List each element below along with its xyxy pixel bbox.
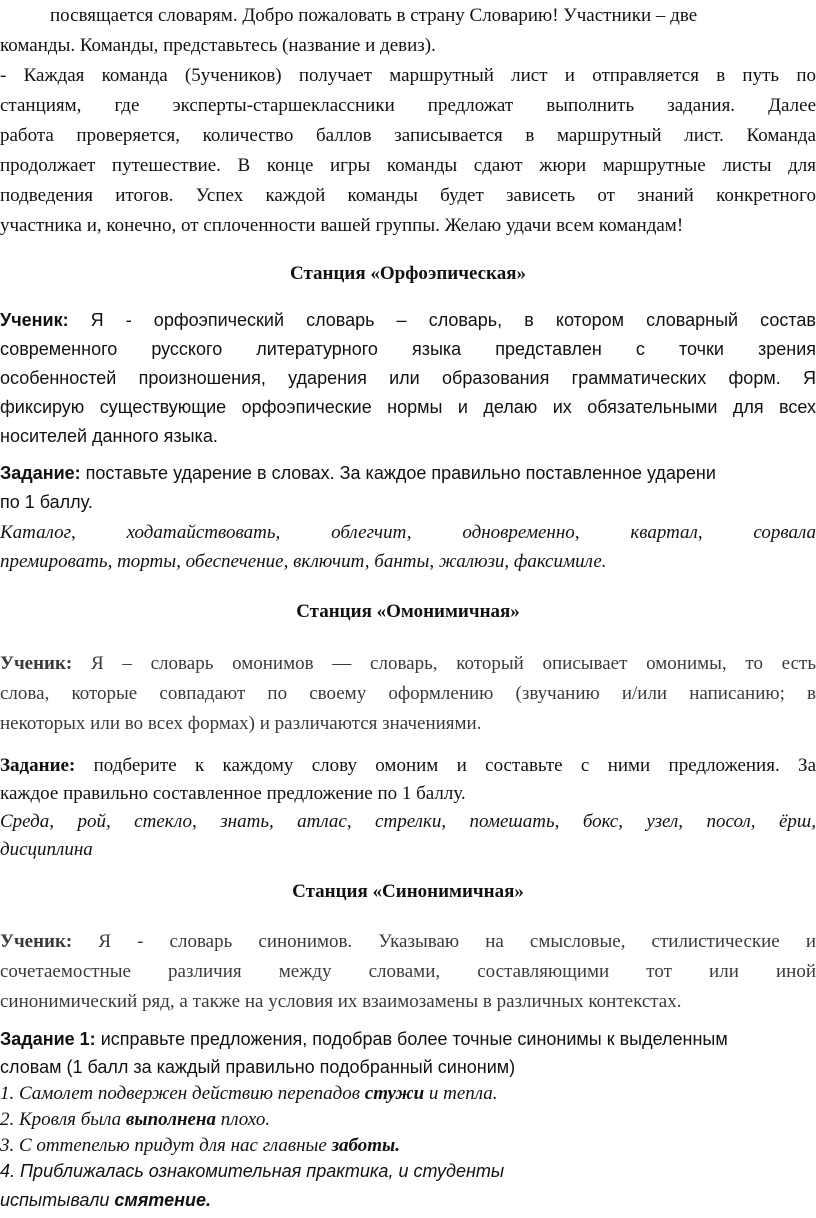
intro-line-1: посвящается словарям. Добро пожаловать в страну Словарию! Участники – две bbox=[50, 5, 698, 26]
task-text: поставьте ударение в словах. За каждое правильно поставленное ударени bbox=[80, 463, 716, 483]
station-homonym-title: Станция «Омонимичная» bbox=[296, 601, 520, 622]
highlighted-word: смятение. bbox=[114, 1190, 211, 1210]
station2-task-line-1 bbox=[0, 752, 816, 779]
station1-student-line-2: современного русского литературного языка представлен с точки зрения bbox=[0, 339, 816, 359]
station1-task-line-1 bbox=[0, 460, 816, 487]
task-label: Задание: bbox=[0, 755, 76, 776]
sentence-text: 2. Кровля была bbox=[0, 1109, 126, 1130]
student-text: Я - словарь синонимов. Указываю на смысловые, стилистические и bbox=[72, 931, 816, 952]
station3-student-line-3: синонимический ряд, а также на условия их взаимозамены в различных контекстах. bbox=[0, 991, 682, 1012]
intro-line-2: команды. Команды, представьтесь (название и девиз). bbox=[0, 35, 436, 56]
station1-words-line-1: Каталог, ходатайствовать, облегчит, одновременно, квартал, сорвала bbox=[0, 522, 816, 543]
student-label: Ученик: bbox=[0, 653, 73, 674]
sentence-text: 3. С оттепелью придут для нас главные bbox=[0, 1135, 332, 1156]
station2-student-line-3: некоторых или во всех формах) и различаются значениями. bbox=[0, 713, 482, 734]
station3-task-line-2: словам (1 балл за каждый правильно подобранный синоним) bbox=[0, 1057, 516, 1077]
station1-words-line-2: премировать, торты, обеспечение, включит, банты, жалюзи, факсимиле. bbox=[0, 551, 607, 572]
station3-sentence-2 bbox=[0, 1106, 816, 1133]
station1-student-line-1 bbox=[0, 307, 816, 334]
station3-student-line-2: сочетаемостные различия между словами, составляющими тот или иной bbox=[0, 961, 816, 982]
intro-line-3: - Каждая команда (5учеников) получает маршрутный лист и отправляется в путь по bbox=[0, 65, 816, 86]
highlighted-word: выполнена bbox=[125, 1109, 216, 1130]
student-label: Ученик: bbox=[0, 310, 69, 330]
sentence-text: плохо. bbox=[215, 1109, 271, 1130]
task-label: Задание 1: bbox=[0, 1029, 96, 1049]
task-label: Задание: bbox=[0, 463, 81, 483]
station3-student-line-1 bbox=[0, 928, 816, 955]
highlighted-word: стужи bbox=[364, 1083, 425, 1104]
sentence-text: испытывали bbox=[0, 1190, 115, 1210]
station3-sentence-3 bbox=[0, 1132, 816, 1159]
station2-student-line-2: слова, которые совпадают по своему оформлению (звучанию и/или написанию; в bbox=[0, 683, 816, 704]
station2-student-line-1 bbox=[0, 650, 816, 677]
student-text: Я – словарь омонимов — словарь, который описывает омонимы, то есть bbox=[72, 653, 816, 674]
intro-line-6: продолжает путешествие. В конце игры команды сдают жюри маршрутные листы для bbox=[0, 155, 816, 176]
task-text: подберите к каждому слову омоним и составьте с ними предложения. За bbox=[75, 755, 816, 776]
intro-line-5: работа проверяется, количество баллов записывается в маршрутный лист. Команда bbox=[0, 125, 816, 146]
sentence-text: и тепла. bbox=[424, 1083, 498, 1104]
sentence-text: 1. Самолет подвержен действию перепадов bbox=[0, 1083, 365, 1104]
highlighted-word: заботы. bbox=[331, 1135, 400, 1156]
station3-sentence-4: 4. Приближалась ознакомительная практика, и студенты bbox=[0, 1161, 505, 1181]
station2-words-line-2: дисциплина bbox=[0, 839, 93, 860]
station1-student-line-3: особенностей произношения, ударения или образования грамматических форм. Я bbox=[0, 368, 816, 388]
student-label: Ученик: bbox=[0, 931, 73, 952]
station2-words-line-1: Среда, рой, стекло, знать, атлас, стрелки, помешать, бокс, узел, посол, ёрш, bbox=[0, 811, 816, 832]
station-synonym-title: Станция «Синонимичная» bbox=[292, 881, 524, 902]
station3-sentence-1 bbox=[0, 1080, 816, 1107]
station2-task-line-2: каждое правильно составленное предложение по 1 баллу. bbox=[0, 783, 466, 804]
station1-student-line-5: носителей данного языка. bbox=[0, 426, 218, 446]
station1-student-line-4: фиксирую существующие орфоэпические нормы и делаю их обязательными для всех bbox=[0, 397, 816, 417]
station-orthoepic-title: Станция «Орфоэпическая» bbox=[290, 263, 526, 284]
student-text: Я - орфоэпический словарь – словарь, в котором словарный состав bbox=[68, 310, 816, 330]
station3-task-line-1 bbox=[0, 1026, 816, 1053]
task-text: исправьте предложения, подобрав более точные синонимы к выделенным bbox=[95, 1029, 728, 1049]
intro-line-8: участника и, конечно, от сплоченности вашей группы. Желаю удачи всем командам! bbox=[0, 215, 684, 236]
station1-task-line-2: по 1 баллу. bbox=[0, 492, 93, 512]
station3-sentence-4-cont bbox=[0, 1187, 816, 1214]
intro-line-7: подведения итогов. Успех каждой команды будет зависеть от знаний конкретного bbox=[0, 185, 816, 206]
intro-line-4: станциям, где эксперты-старшеклассники предложат выполнить задания. Далее bbox=[0, 95, 816, 116]
